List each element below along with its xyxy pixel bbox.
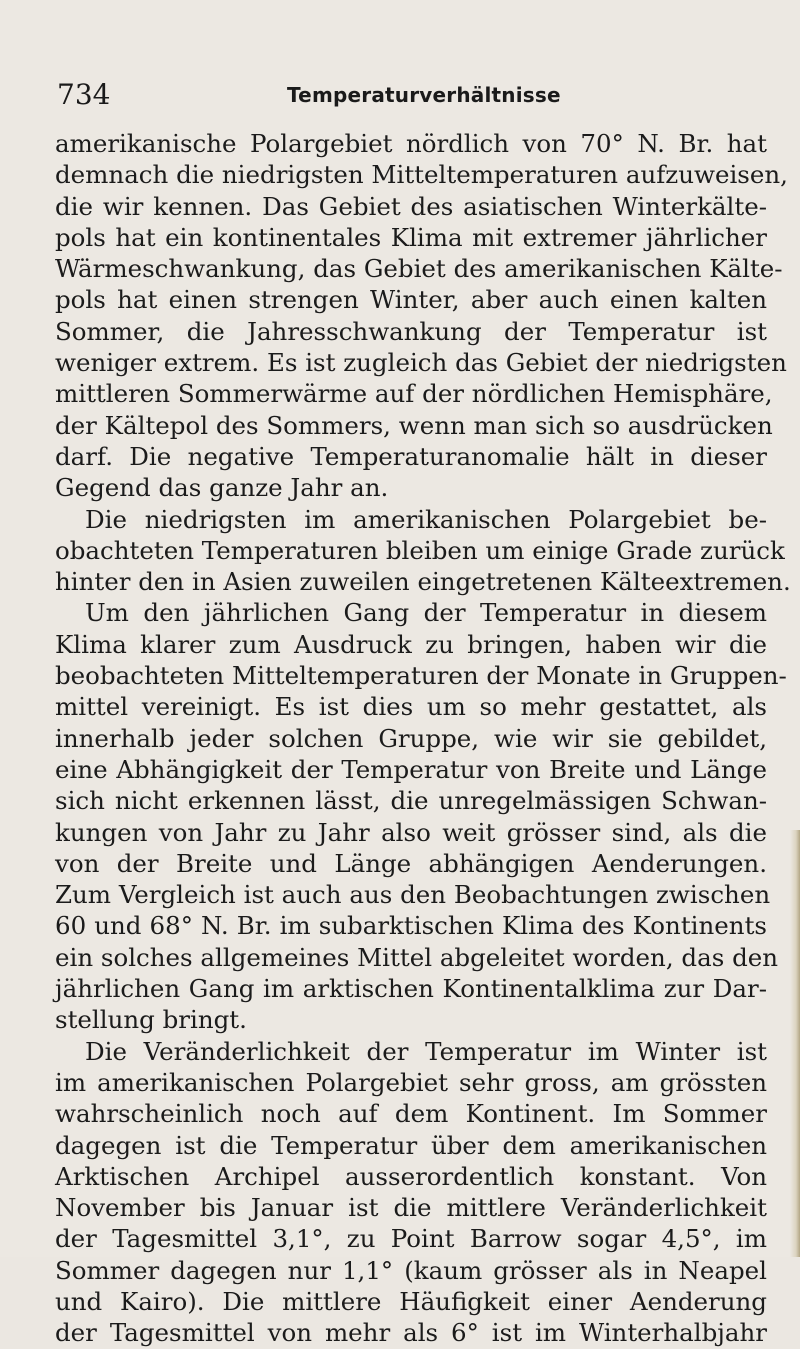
- text-line: Die niedrigsten im amerikanischen Polargebiet be-: [85, 504, 767, 534]
- text-line: jährlichen Gang im arktischen Kontinentalklima zur Dar-: [55, 974, 767, 1004]
- text-line: Sommer dagegen nur 1,1° (kaum grösser als in Neapel: [55, 1255, 767, 1285]
- text-line: pols hat einen strengen Winter, aber auch einen kalten: [55, 285, 767, 315]
- text-line: mittel vereinigt. Es ist dies um so mehr gestattet, als: [55, 692, 767, 722]
- text-line: Gegend das ganze Jahr an.: [55, 473, 389, 503]
- text-line: November bis Januar ist die mittlere Veränderlichkeit: [55, 1193, 767, 1223]
- text-line: pols hat ein kontinentales Klima mit extremer jährlicher: [55, 222, 767, 252]
- text-line: Um den jährlichen Gang der Temperatur in diesem: [85, 598, 767, 628]
- text-line: obachteten Temperaturen bleiben um einige Grade zurück: [55, 535, 785, 565]
- text-line: weniger extrem. Es ist zugleich das Gebiet der niedrigsten: [55, 348, 787, 378]
- body-text: [55, 128, 791, 1349]
- text-line: ein solches allgemeines Mittel abgeleitet worden, das den: [55, 942, 779, 972]
- text-line: 60 und 68° N. Br. im subarktischen Klima des Kontinents: [55, 911, 767, 941]
- running-title: Temperaturverhältnisse: [287, 83, 561, 107]
- text-line: stellung bringt.: [55, 1005, 247, 1035]
- text-line: hinter den in Asien zuweilen eingetretenen Kälteextremen.: [55, 567, 791, 597]
- text-line: dagegen ist die Temperatur über dem amerikanischen: [55, 1130, 767, 1160]
- text-line: darf. Die negative Temperaturanomalie hält in dieser: [55, 441, 767, 471]
- text-line: innerhalb jeder solchen Gruppe, wie wir sie gebildet,: [55, 723, 767, 753]
- text-line: im amerikanischen Polargebiet sehr gross, am grössten: [55, 1067, 767, 1097]
- text-line: amerikanische Polargebiet nördlich von 70° N. Br. hat: [55, 129, 767, 158]
- text-line: und Kairo). Die mittlere Häufigkeit einer Aenderung: [55, 1286, 767, 1316]
- text-line: der Kältepol des Sommers, wenn man sich so ausdrücken: [55, 410, 773, 440]
- text-line: demnach die niedrigsten Mitteltemperaturen aufzuweisen,: [55, 160, 788, 190]
- text-line: wahrscheinlich noch auf dem Kontinent. Im Sommer: [55, 1099, 767, 1129]
- text-line: die wir kennen. Das Gebiet des asiatischen Winterkälte-: [55, 191, 767, 221]
- text-line: sich nicht erkennen lässt, die unregelmässigen Schwan-: [55, 786, 767, 816]
- page-edge-shadow: [790, 830, 800, 1257]
- text-line: der Tagesmittel von mehr als 6° ist im Winterhalbjahr: [55, 1318, 767, 1348]
- text-line: von der Breite und Länge abhängigen Aenderungen.: [55, 848, 767, 878]
- text-line: Die Veränderlichkeit der Temperatur im Winter ist: [85, 1036, 767, 1066]
- text-line: Klima klarer zum Ausdruck zu bringen, haben wir die: [55, 629, 767, 659]
- text-line: Wärmeschwankung, das Gebiet des amerikanischen Kälte-: [55, 254, 783, 284]
- text-line: der Tagesmittel 3,1°, zu Point Barrow sogar 4,5°, im: [55, 1224, 767, 1254]
- text-line: mittleren Sommerwärme auf der nördlichen Hemisphäre,: [55, 379, 773, 409]
- text-line: kungen von Jahr zu Jahr also weit grösser sind, als die: [55, 817, 767, 847]
- text-line: Arktischen Archipel ausserordentlich konstant. Von: [55, 1161, 767, 1191]
- text-line: eine Abhängigkeit der Temperatur von Breite und Länge: [55, 754, 767, 784]
- page-number: 734: [57, 78, 111, 111]
- page-header: [57, 78, 757, 118]
- text-line: Zum Vergleich ist auch aus den Beobachtungen zwischen: [55, 880, 771, 910]
- text-line: Sommer, die Jahresschwankung der Temperatur ist: [55, 316, 767, 346]
- text-line: beobachteten Mitteltemperaturen der Monate in Gruppen-: [55, 661, 787, 691]
